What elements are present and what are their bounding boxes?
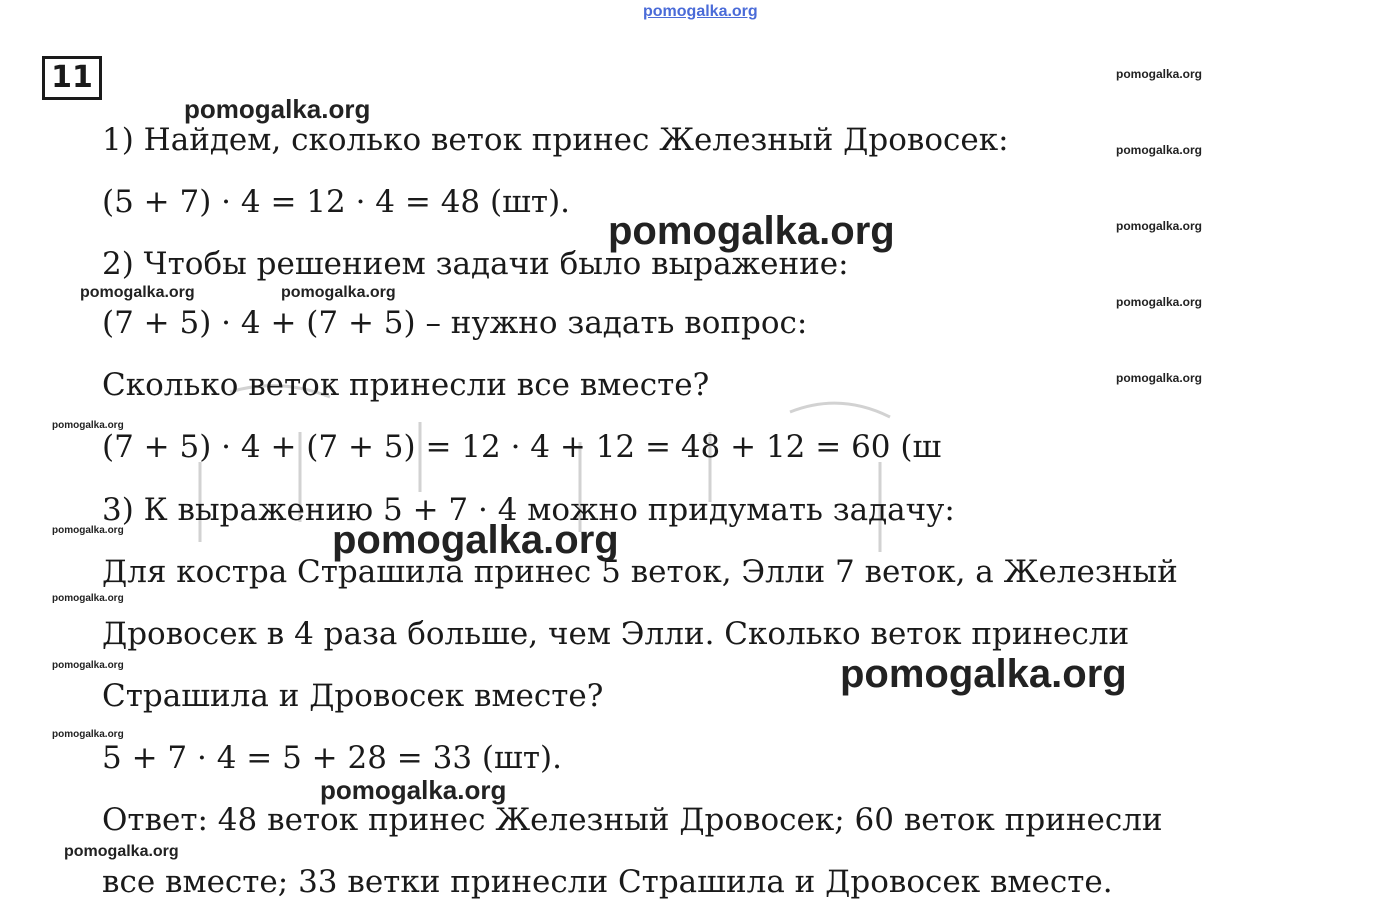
- text-line-9: Дровосек в 4 раза больше, чем Элли. Сколько веток принесли: [102, 616, 1130, 652]
- task-number: 11: [42, 56, 102, 100]
- watermark-mid-1: pomogalka.org: [80, 284, 195, 301]
- watermark-large-1: pomogalka.org: [184, 94, 371, 124]
- watermark-mid-2: pomogalka.org: [281, 284, 396, 301]
- watermark-left-3: pomogalka.org: [52, 593, 124, 604]
- watermark-xlarge-1: pomogalka.org: [608, 209, 895, 253]
- text-line-12: Ответ: 48 веток принес Железный Дровосек; 60 веток принесли: [102, 802, 1163, 838]
- watermark-large-2: pomogalka.org: [320, 775, 507, 805]
- text-line-3: 2) Чтобы решением задачи было выражение:: [102, 246, 849, 282]
- watermark-right-4: pomogalka.org: [1116, 295, 1203, 309]
- watermark-right-5: pomogalka.org: [1116, 371, 1203, 385]
- watermark-right-3: pomogalka.org: [1116, 219, 1203, 233]
- watermark-xlarge-3: pomogalka.org: [840, 652, 1127, 696]
- text-line-11: 5 + 7 · 4 = 5 + 28 = 33 (шт).: [102, 740, 562, 776]
- text-line-7: 3) К выражению 5 + 7 · 4 можно придумать задачу:: [102, 492, 955, 528]
- watermark-left-4: pomogalka.org: [52, 660, 124, 671]
- text-line-1: 1) Найдем, сколько веток принес Железный Дровосек:: [102, 122, 1009, 158]
- watermark-xlarge-2: pomogalka.org: [332, 518, 619, 562]
- watermark-left-2: pomogalka.org: [52, 525, 124, 536]
- text-line-2: (5 + 7) · 4 = 12 · 4 = 48 (шт).: [102, 184, 571, 220]
- watermark-right-1: pomogalka.org: [1116, 67, 1203, 81]
- watermark-right-2: pomogalka.org: [1116, 143, 1203, 157]
- text-line-13: все вместе; 33 ветки принесли Страшила и Дровосек вместе.: [102, 864, 1113, 900]
- watermark-mid-3: pomogalka.org: [64, 843, 179, 860]
- text-line-8: Для костра Страшила принес 5 веток, Элли 7 веток, а Железный: [102, 554, 1178, 590]
- watermark-left-5: pomogalka.org: [52, 729, 124, 740]
- text-line-6: (7 + 5) · 4 + (7 + 5) = 12 · 4 + 12 = 48 + 12 = 60 (ш: [102, 429, 942, 465]
- watermark-top: pomogalka.org: [643, 3, 758, 20]
- text-line-5: Сколько веток принесли все вместе?: [102, 367, 710, 403]
- text-line-4: (7 + 5) · 4 + (7 + 5) – нужно задать вопрос:: [102, 305, 808, 341]
- text-line-10: Страшила и Дровосек вместе?: [102, 678, 604, 714]
- watermark-left-1: pomogalka.org: [52, 420, 124, 431]
